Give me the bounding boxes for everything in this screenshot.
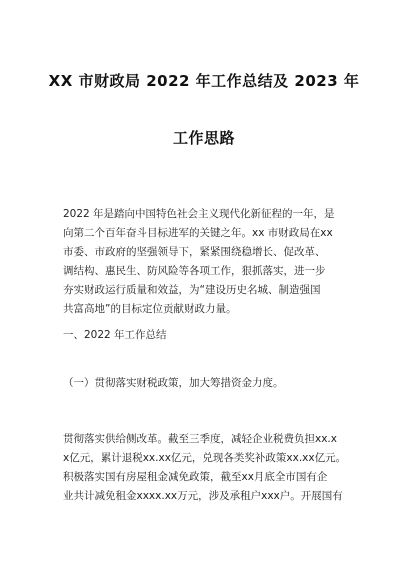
body-paragraph: [63, 430, 353, 506]
document-title-line-1: XX 市财政局 2022 年工作总结及 2023 年: [48, 72, 360, 90]
body-line: 贯彻落实供给侧改革。截至三季度，减轻企业税费负担xx.x: [63, 433, 337, 445]
intro-line: 向第二个百年奋斗目标进军的关键之年。xx 市财政局在xx: [63, 227, 333, 239]
intro-line: 市委、市政府的坚强领导下，紧紧围绕稳增长、促改革、: [63, 246, 326, 258]
subsection-heading: （一）贯彻落实财税政策，加大筹措资金力度。: [63, 377, 284, 389]
intro-line: 2022 年是踏向中国特色社会主义现代化新征程的一年，是: [63, 208, 335, 220]
intro-line: 调结构、惠民生、防风险等各项工作，狠抓落实，进一步: [63, 265, 326, 277]
body-line: 积极落实国有房屋租金减免政策，截至xx月底全市国有企: [63, 471, 328, 483]
body-line: x亿元，累计退税xx.xx亿元，兑现各类奖补政策xx.xx亿元。: [63, 452, 347, 464]
intro-line: 共富高地”的目标定位贡献财政力量。: [63, 303, 237, 315]
document-title-line-2: 工作思路: [172, 129, 235, 147]
body-line: 业共计减免租金xxxx.xx万元，涉及承租户xxx户。开展国有: [63, 490, 343, 502]
intro-paragraph: [63, 205, 353, 319]
intro-line: 夯实财政运行质量和效益，为“建设历史名城、制造强国: [63, 284, 321, 296]
section-heading: 一、2022 年工作总结: [63, 329, 167, 341]
